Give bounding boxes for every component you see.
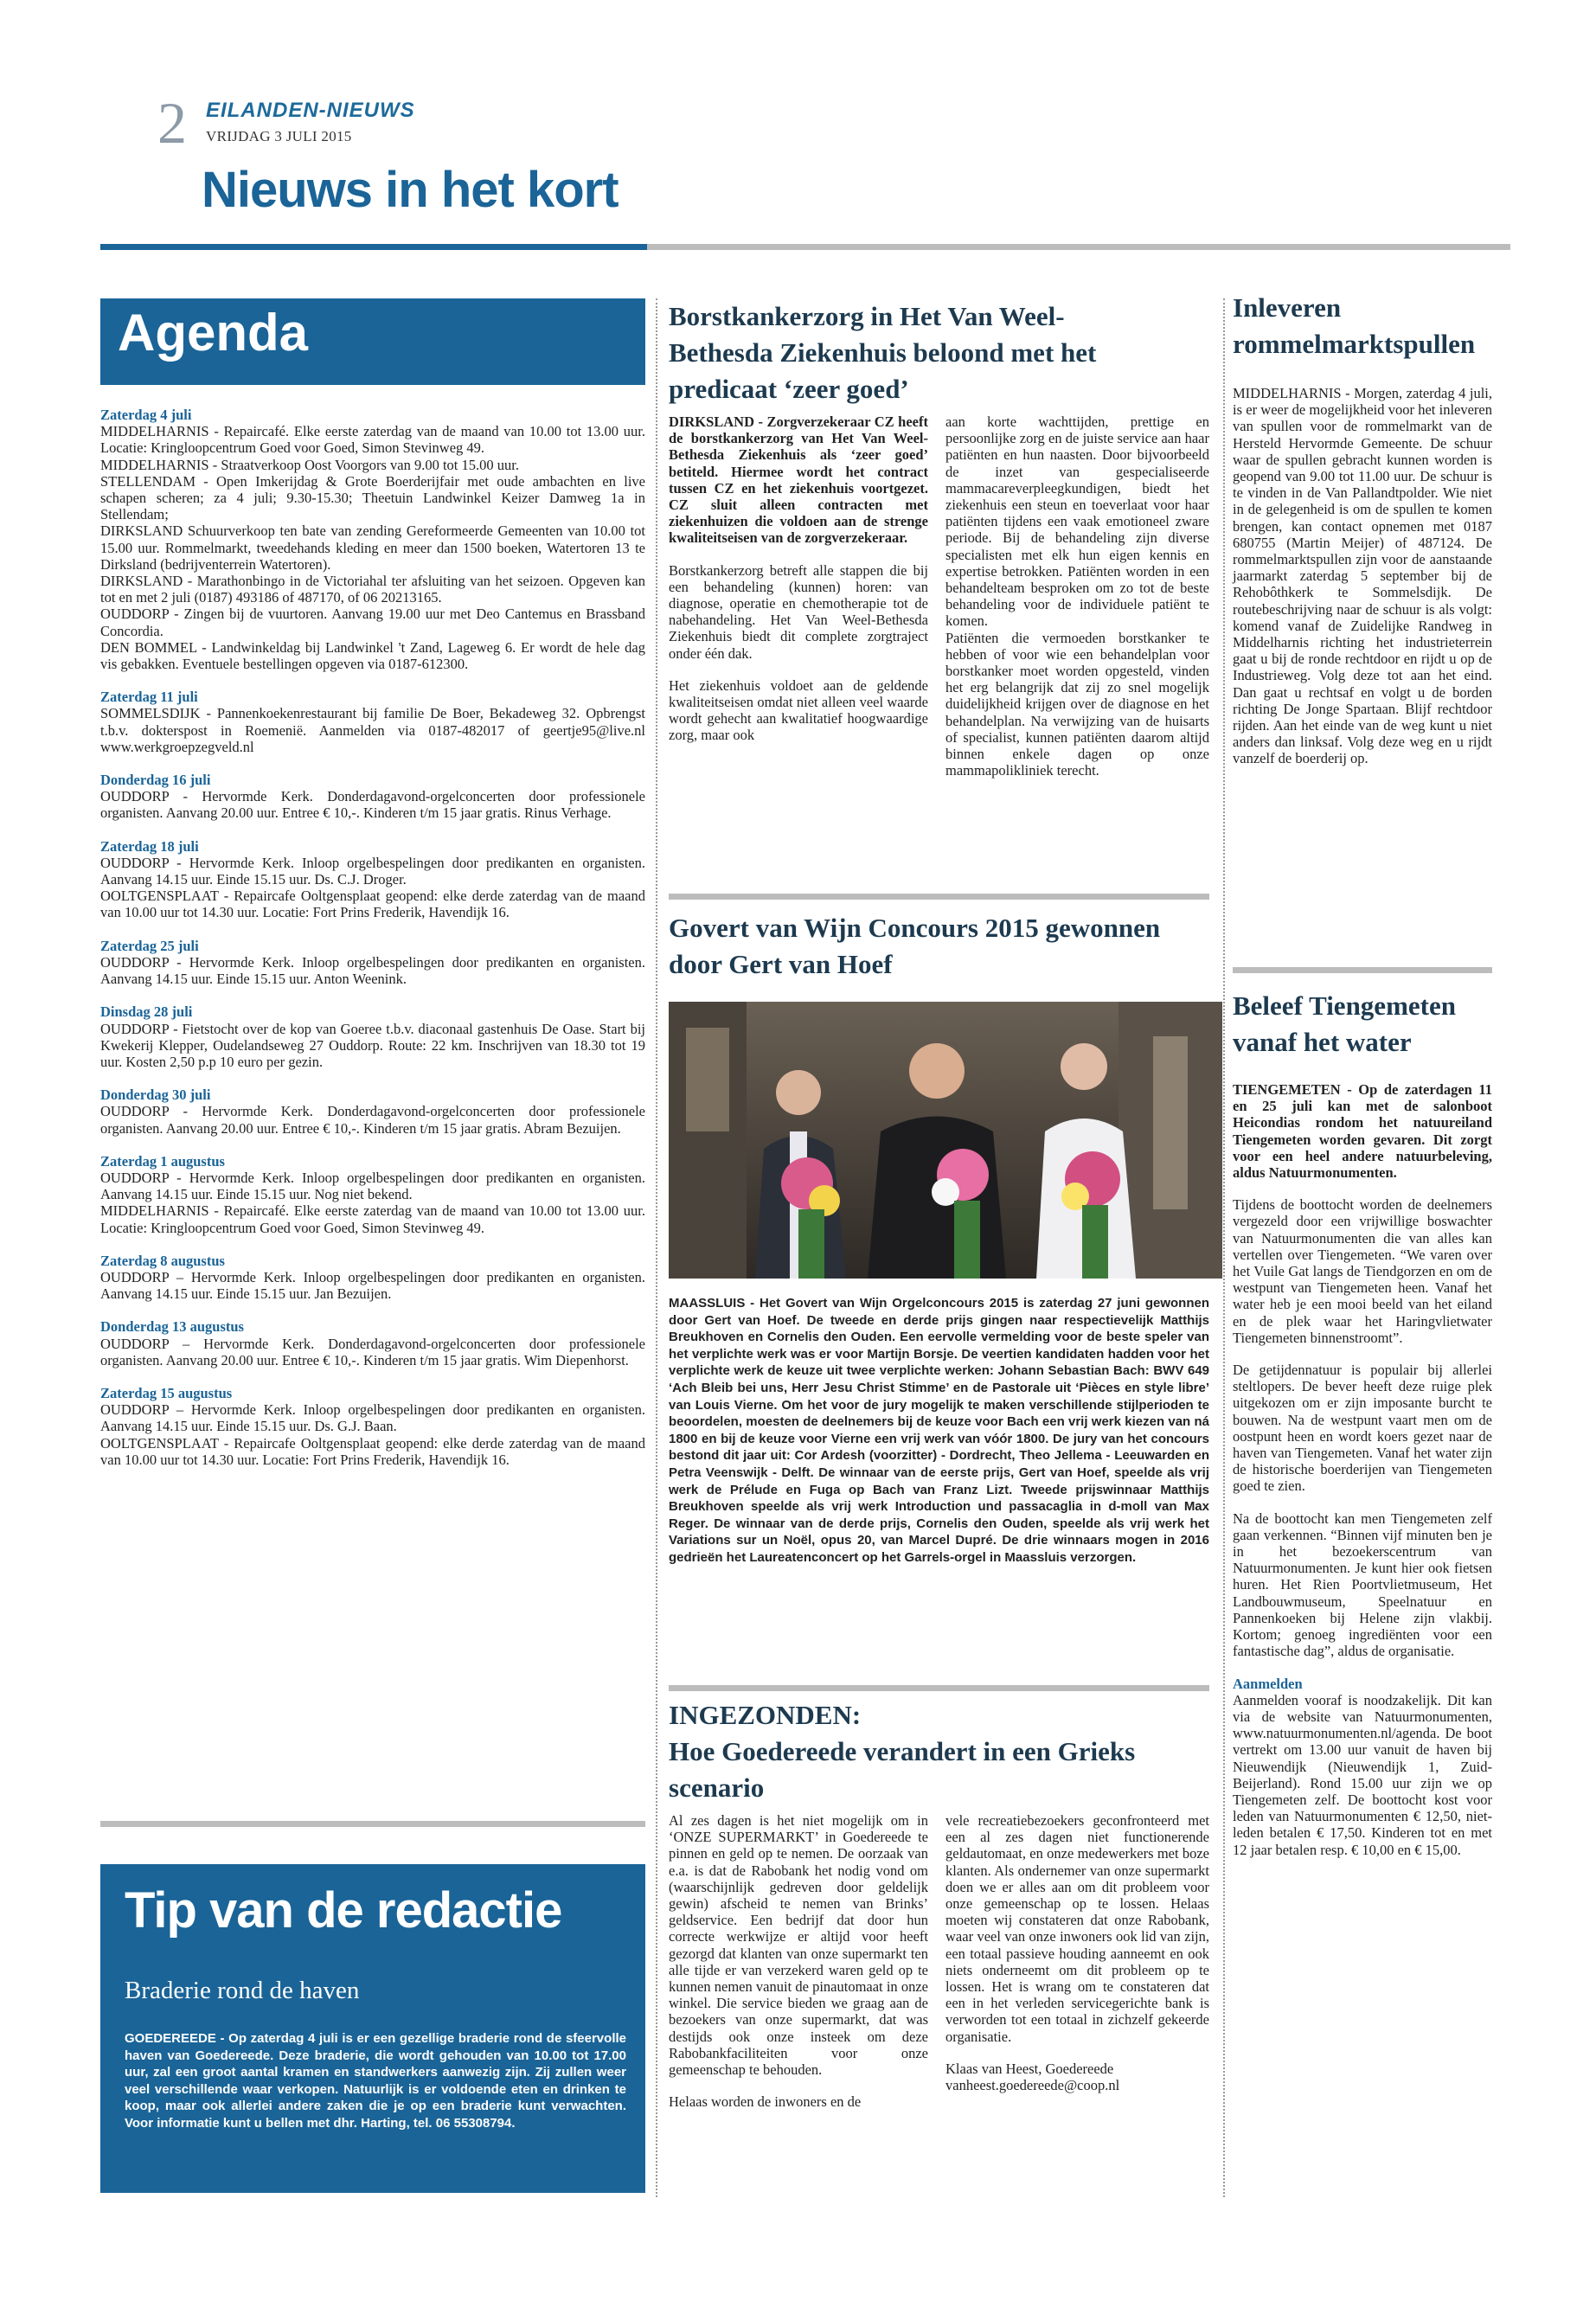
tip-body: GOEDEREEDE - Op zaterdag 4 juli is er een gezellige braderie rond de sfeervolle haven van Goedereede. Deze braderie, die wordt gehouden van 10.00 tot 17.00 uur, zal een groot aantal kramen en standwerkers aanwezig zijn. Zij zullen weer veel verschillende waar verkopen. Natuurlijk is er voldoende eten en drinken te koop, maar ook allerlei andere zaken die je op een braderie kunt verwachten. Voor informatie kunt u bellen met dhr. Harting, tel. 06 55308794. xyxy=(125,2031,626,2131)
article-rule xyxy=(1233,967,1492,973)
article-lead: TIENGEMETEN - Op de zaterdagen 11 en 25 juli kan met de salonboot Heicondias rondom het natuureiland Tiengemeten worden gevaren. Dit zorgt voor een heel andere natuurbeleving, aldus Natuurmonumenten. xyxy=(1233,1081,1492,1182)
agenda-title: Agenda xyxy=(118,304,309,362)
article-lead: DIRKSLAND - Zorgverzekeraar CZ heeft de borstkankerzorg van Het Van Weel-Bethesda Ziekenhuis als ‘zeer goed’ betiteld. Hiermee wordt het contract tussen CZ en het ziekenhuis voortgezet. CZ sluit alleen contracten met ziekenhuizen die voldoen aan de strenge kwaliteitseisen van de zorgverzekeraar. xyxy=(669,413,928,547)
tip-box xyxy=(100,1864,645,2193)
agenda-group xyxy=(100,938,645,988)
agenda-date: Donderdag 30 juli xyxy=(100,1086,211,1104)
agenda-group xyxy=(100,772,645,822)
header-rule-accent xyxy=(100,244,647,250)
photo-winners xyxy=(669,1002,1222,1279)
section-title: Nieuws in het kort xyxy=(202,162,619,218)
agenda-group xyxy=(100,407,645,672)
article-subheading: Aanmelden xyxy=(1233,1675,1303,1692)
article-paragraph: MIDDELHARNIS - Morgen, zaterdag 4 juli, is er weer de mogelijkheid voor het inleveren van spullen voor de rommelmarkt van de Hersteld Hervormde Gemeente. De schuur waar de spullen gebracht kunnen worden is geopend van 9.00 tot 11.00 uur. De schuur is te vinden in de Van Pallandtpolder. Wie niet in de gelegenheid is om de spullen te komen brengen, kan contact opnemen met 0187 680755 (Martin Meijer) of 487124. De rommelmarktspullen zijn voor de aanstaande jaarmarkt zaterdag 5 september bij de Rehobôthkerk te Sommelsdijk. De routebeschrijving naar de schuur is als volgt: komend vanaf de Zuidelijke Randweg in Middelharnis richting het industrieterrein gaat u bij de ronde rechtdoor en rijdt u op de Industrieweg. Volg deze tot aan het eind. Dan gaat u rechtsaf en volgt u de borden richting De Jonge Spartaan. Blijf rechtdoor rijden. Aan het einde van de weg kunt u niet anders dan linksaf. Volg deze weg en u rijdt vanzelf de boerderij op. xyxy=(1233,385,1492,767)
agenda-item: OUDDORP - Hervormde Kerk. Donderdagavond-orgelconcerten door professionele organisten. Aanvang 20.00 uur. Entree € 10,-. Kinderen t/m 15 jaar gratis. Abram Bezuijen. xyxy=(100,1103,645,1137)
agenda-item: DIRKSLAND Schuurverkoop ten bate van zending Gereformeerde Gemeenten van 10.00 tot 15.00 uur. Rommelmarkt, tweedehands kleding en meer dan 1500 boeken, Watertoren 13 te Dirksland (bedrijventerrein Watertoren). xyxy=(100,522,645,573)
agenda-group xyxy=(100,1086,645,1137)
agenda-item: MIDDELHARNIS - Repaircafé. Elke eerste zaterdag van de maand van 10.00 tot 13.00 uur. Locatie: Kringloopcentrum Goed voor Goed, Simon Stevinweg 49. xyxy=(100,1202,645,1236)
issue-date: VRIJDAG 3 JULI 2015 xyxy=(206,128,352,144)
article-body-ingezonden-col1 xyxy=(669,1812,928,2125)
newspaper-name: EILANDEN-NIEUWS xyxy=(206,99,415,122)
article-kicker: INGEZONDEN: xyxy=(669,1700,862,1730)
agenda-date: Zaterdag 1 augustus xyxy=(100,1152,225,1170)
agenda-date: Donderdag 16 juli xyxy=(100,772,211,789)
agenda-item: STELLENDAM - Open Imkerijdag & Grote Boerderijfair met oude ambachten en live schapen scheren; za 4 juli; 9.30-15.30; Theetuin Landwinkel Keizer Damweg 1a in Stellendam; xyxy=(100,472,645,523)
article-paragraph: Het ziekenhuis voldoet aan de geldende kwaliteitseisen omdat niet alleen veel waarde wordt gehecht aan kwalitatief hoogwaardige zorg, maar ook xyxy=(669,676,928,744)
article-headline-rommel: Inleveren rommelmarktspullen xyxy=(1233,292,1476,359)
article-paragraph: Tijdens de boottocht worden de deelnemers vergezeld door een vrijwillige boswachter van Natuurmonumenten die van alles kan vertellen over Tiengemeten. “We varen over het Vuile Gat langs de Tiendgorzen en om de westpunt van Tiengemeten heen. Vanaf het water heb je een mooi beeld van het eiland en de plek waar het Haringvlietwater Tiengemeten binnenstroomt”. xyxy=(1233,1196,1492,1346)
agenda-date: Zaterdag 15 augustus xyxy=(100,1384,233,1401)
agenda-group xyxy=(100,1385,645,1468)
signature-email: vanheest.goedereede@coop.nl xyxy=(945,2077,1120,2094)
article-paragraph: De getijdennatuur is populair bij allerlei steltlopers. De bever heeft deze ruige plek uitgekozen om er zijn imposante burcht te bouwen. Na de westpunt vaart men om de oostpunt heen en wordt koers gezet naar de haven van Tiengemeten. Vanaf het water zijn de historische boerderijen van Tiengemeten goed te zien. xyxy=(1233,1362,1492,1495)
article-rule xyxy=(669,894,1209,900)
agenda-item: MIDDELHARNIS - Straatverkoop Oost Voorgors van 9.00 tot 15.00 uur. xyxy=(100,456,519,473)
article-headline-ingezonden xyxy=(669,1697,1188,1806)
agenda-group xyxy=(100,1153,645,1236)
article-body-borstkanker-col1 xyxy=(669,413,928,760)
signature-name: Klaas van Heest, Goedereede xyxy=(945,2060,1114,2077)
agenda-date: Donderdag 13 augustus xyxy=(100,1318,244,1336)
column-separator xyxy=(1223,298,1225,2197)
article-body-rommel xyxy=(1233,385,1492,783)
agenda-item: OUDDORP - Hervormde Kerk. Inloop orgelbespelingen door predikanten en organisten. Aanvang 14.15 uur. Einde 15.15 uur. Anton Weenink. xyxy=(100,953,645,988)
article-paragraph: Borstkankerzorg betreft alle stappen die bij een behandeling (kunnen) horen: van diagnose, operatie en chemotherapie tot de nabehandeling. Het Van Weel-Bethesda Ziekenhuis biedt dit complete zorgtraject onder één dak. xyxy=(669,561,928,662)
article-paragraph: Na de boottocht kan men Tiengemeten zelf gaan verkennen. “Binnen vijf minuten ben je in het bezoekerscentrum van Natuurmonumenten. Je kunt hier ook fietsen huren. Het Rien Poortvlietmuseum, Het Landbouwmuseum, Speelnatuur en Pannenkoeken bij Helene zijn vlakbij. Kortom; genoeg ingrediënten voor een fantastische dag”, aldus de organisatie. xyxy=(1233,1509,1492,1660)
tip-title: Tip van de redactie xyxy=(125,1882,562,1939)
article-paragraph: Helaas worden de inwoners en de xyxy=(669,2093,862,2111)
agenda-date: Zaterdag 11 juli xyxy=(100,689,198,706)
article-paragraph: vele recreatiebezoekers geconfronteerd met een al zes dagen niet functionerende geldautomaat, en onze medewerkers met boze klanten. Als ondernemer van onze supermarkt doen we er alles aan om dit probleem voor onze gemeenschap op te lossen. Helaas moeten wij constateren dat onze Rabobank, waar veel van onze inwoners ook lid van zijn, een totaal passieve houding aanneemt en ook niets onderneemt om dit probleem op te lossen. Het is wrang om te constateren dat een in het verleden servicegerichte bank is verworden tot een totaal in zichzelf gekeerde organisatie. xyxy=(945,1812,1209,2045)
agenda-date: Zaterdag 18 juli xyxy=(100,837,199,855)
agenda-group xyxy=(100,838,645,921)
article-paragraph: aan korte wachttijden, prettige en persoonlijke zorg en de juiste service aan haar patiënten en hun naasten. Door bijvoorbeeld de inzet van gespecialiseerde mammacareverpleegkundigen, biedt het ziekenhuis een steun en toeverlaat voor haar patiënten tijdens een vaak emotioneel zware periode. Bij de behandeling zijn diverse specialisten met elk hun eigen kennis en expertise betrokken. Patiënten worden in een behandelteam besproken om zo tot de beste behandeling voor de individuele patiënt te komen. xyxy=(945,413,1209,630)
agenda-date: Zaterdag 25 juli xyxy=(100,937,199,954)
agenda-item: OOLTGENSPLAAT - Repaircafe Ooltgensplaat geopend: elke derde zaterdag van de maand van 10.00 uur tot 14.30 uur. Locatie: Fort Prins Frederik, Havendijk 16. xyxy=(100,1434,645,1468)
agenda-group xyxy=(100,1253,645,1303)
article-paragraph: Patiënten die vermoeden borstkanker te hebben of voor wie een behandelplan voor borstkanker moet worden opgesteld, vinden het erg belangrijk dat zij zo snel mogelijk duidelijkheid krijgen over de diagnose en het behandelplan. Na verwijzing van de huisarts of specialist, kunnen patiënten daarom altijd binnen enkele dagen op onze mammapolikliniek terecht. xyxy=(945,629,1209,779)
article-title: Hoe Goedereede verandert in een Grieks scenario xyxy=(669,1736,1136,1803)
agenda-item: OOLTGENSPLAAT - Repaircafe Ooltgensplaat geopend: elke derde zaterdag van de maand van 10.00 uur tot 14.30 uur. Locatie: Fort Prins Frederik, Havendijk 16. xyxy=(100,888,645,921)
photo-winners-image xyxy=(669,1002,1222,1279)
article-rule xyxy=(669,1685,1209,1691)
agenda-item: OUDDORP - Zingen bij de vuurtoren. Aanvang 19.00 uur met Deo Cantemus en Brassband Concordia. xyxy=(100,606,645,639)
agenda-item: DEN BOMMEL - Landwinkeldag bij Landwinkel 't Zand, Lageweg 6. Er wordt de hele dag vis gebakken. Eventuele bestellingen opgeven via 0187-612300. xyxy=(100,638,645,673)
agenda-item: OUDDORP – Hervormde Kerk. Inloop orgelbespelingen door predikanten en organisten. Aanvang 14.15 uur. Einde 15.15 uur. Jan Bezuijen. xyxy=(100,1268,645,1303)
page-number: 2 xyxy=(157,90,187,156)
agenda-item: OUDDORP - Hervormde Kerk. Inloop orgelbespelingen door predikanten en organisten. Aanvang 14.15 uur. Einde 15.15 uur. Ds. C.J. Droger. xyxy=(100,854,645,888)
article-body-borstkanker-col2 xyxy=(945,413,1209,794)
agenda-list xyxy=(100,407,645,1484)
agenda-group xyxy=(100,1003,645,1070)
agenda-item: OUDDORP – Hervormde Kerk. Inloop orgelbespelingen door predikanten en organisten. Aanvang 14.15 uur. Einde 15.15 uur. Ds. G.J. Baan. xyxy=(100,1401,645,1435)
tip-subtitle: Braderie rond de haven xyxy=(125,1977,360,2004)
article-headline-borstkanker: Borstkankerzorg in Het Van Weel-Bethesda Ziekenhuis beloond met het predicaat ‘zeer goed’ xyxy=(669,301,1097,404)
agenda-item: OUDDORP – Hervormde Kerk. Donderdagavond-orgelconcerten door professionele organisten. Aanvang 20.00 uur. Entree € 10,-. Kinderen t/m 15 jaar gratis. Wim Diepenhorst. xyxy=(100,1335,645,1368)
article-paragraph: Al zes dagen is het niet mogelijk om in ‘ONZE SUPERMARKT’ in Goedereede te pinnen en geld op te nemen. De oorzaak van e.a. is dat de Rabobank het nodig vond om (waarschijnlijk gedreven door geldelijk gewin) afscheid te nemen van Brinks’ geldservice. Een bedrijf dat door hun correcte werkwijze er altijd voor heeft gezorgd dat klanten van onze supermarkt ten alle tijde er van verzekerd waren geld op te kunnen nemen vanuit de pinautomaat in onze winkel. Die service bieden we graag aan de bezoekers van onze supermarkt, dat was destijds ook onze insteek om deze Rabobankfaciliteiten voor onze gemeenschap te behouden. xyxy=(669,1812,928,2079)
article-paragraph: Aanmelden vooraf is noodzakelijk. Dit kan via de website van Natuurmonumenten, www.natuurmonumenten.nl/agenda. De boot vertrekt om 13.00 uur vanuit de haven bij Nieuwendijk (Nieuwendijk 1, Zuid-Beijerland). Rond 15.00 uur zijn we op Tiengemeten zelf. De boottocht kost voor leden van Natuurmonumenten € 12,50, niet-leden betalen € 17,50. Kinderen tot en met 12 jaar betalen resp. € 10,00 en € 15,00. xyxy=(1233,1691,1492,1858)
agenda-date: Zaterdag 8 augustus xyxy=(100,1252,225,1269)
agenda-group xyxy=(100,1318,645,1368)
agenda-item: OUDDORP - Hervormde Kerk. Inloop orgelbespelingen door predikanten en organisten. Aanvang 14.15 uur. Einde 15.15 uur. Nog niet bekend. xyxy=(100,1169,645,1203)
photo-caption-govert: MAASSLUIS - Het Govert van Wijn Orgelconcours 2015 is zaterdag 27 juni gewonnen door Gert van Hoef. De tweede en derde prijs gingen naar respectievelijk Matthijs Breukhoven en Cornelis den Ouden. Een eervolle vermelding voor de beste speler van het verplichte werk was er voor Martijn Borsje. De veertien kandidaten hadden voor het verplichte werk de keuze uit twee verplichte werken: Johann Sebastian Bach: BWV 649 ‘Ach Bleib bei uns, Herr Jesu Christ Stimme’ en de Pastorale uit ‘Pièces en style libre’ van Louis Vierne. Om het voor de jury mogelijk te maken verschillende stijlperioden te beoordelen, moesten de deelnemers bij de keuze voor Bach een vrij werk kiezen van ná 1800 en bij de keuze voor Vierne een vrij werk van vóór 1800. De jury van het concours bestond dit jaar uit: Cor Ardesh (voorzitter) - Dordrecht, Theo Jellema - Leeuwarden en Petra Veenswijk - Delft. De winnaar van de eerste prijs, Gert van Hoef, speelde als vrij werk de Prélude en Fuga op Bach van Franz Lizt. Tweede prijswinnaar Matthijs Breukhoven speelde als vrij werk Introduction und passacaglia in d-moll van Max Reger. De winnaar van de derde prijs, Cornelis den Ouden, speelde als vrij werk het Variations sur un Noël, opus 20, van Marcel Dupré. De drie winnaars mogen in 2016 gedrieën het Laureatenconcert op het Garrels-orgel in Maassluis verzorgen. xyxy=(669,1296,1209,1565)
agenda-item: OUDDORP - Fietstocht over de kop van Goeree t.b.v. diaconaal gastenhuis De Oase. Start bij Kwekerij Klepper, Oudelandseweg 27 Ouddorp. Route: 22 km. Inschrijven van 18.30 tot 19 uur. Kosten 2,50 p.p 10 euro per gezin. xyxy=(100,1020,645,1070)
agenda-item: MIDDELHARNIS - Repaircafé. Elke eerste zaterdag van de maand van 10.00 tot 13.00 uur. Locatie: Kringloopcentrum Goed voor Goed, Simon Stevinweg 49. xyxy=(100,423,645,457)
agenda-group xyxy=(100,689,645,755)
agenda-date: Dinsdag 28 juli xyxy=(100,1003,193,1021)
agenda-date: Zaterdag 4 juli xyxy=(100,407,192,423)
article-body-tiengemeten xyxy=(1233,1081,1492,1874)
article-headline-govert: Govert van Wijn Concours 2015 gewonnen door Gert van Hoef xyxy=(669,913,1161,979)
agenda-item: SOMMELSDIJK - Pannenkoekenrestaurant bij familie De Boer, Bekadeweg 32. Opbrengst t.b.v. dokterspost in Roemenië. Aanmelden via 0187-482017 of geertje95@live.nl www.werkgroepzegveld.nl xyxy=(100,705,645,755)
column-separator xyxy=(656,298,657,2197)
article-body-ingezonden-col2 xyxy=(945,1812,1209,2093)
agenda-bottom-rule xyxy=(100,1821,645,1827)
agenda-item: OUDDORP - Hervormde Kerk. Donderdagavond-orgelconcerten door professionele organisten. Aanvang 20.00 uur. Entree € 10,-. Kinderen t/m 15 jaar gratis. Rinus Verhage. xyxy=(100,788,645,822)
agenda-item: DIRKSLAND - Marathonbingo in de Victoriahal ter afsluiting van het seizoen. Opgeven kan tot en met 2 juli (0187) 493186 of 487170, of 06 20213165. xyxy=(100,573,645,606)
article-headline-tiengemeten: Beleef Tiengemeten vanaf het water xyxy=(1233,990,1456,1057)
